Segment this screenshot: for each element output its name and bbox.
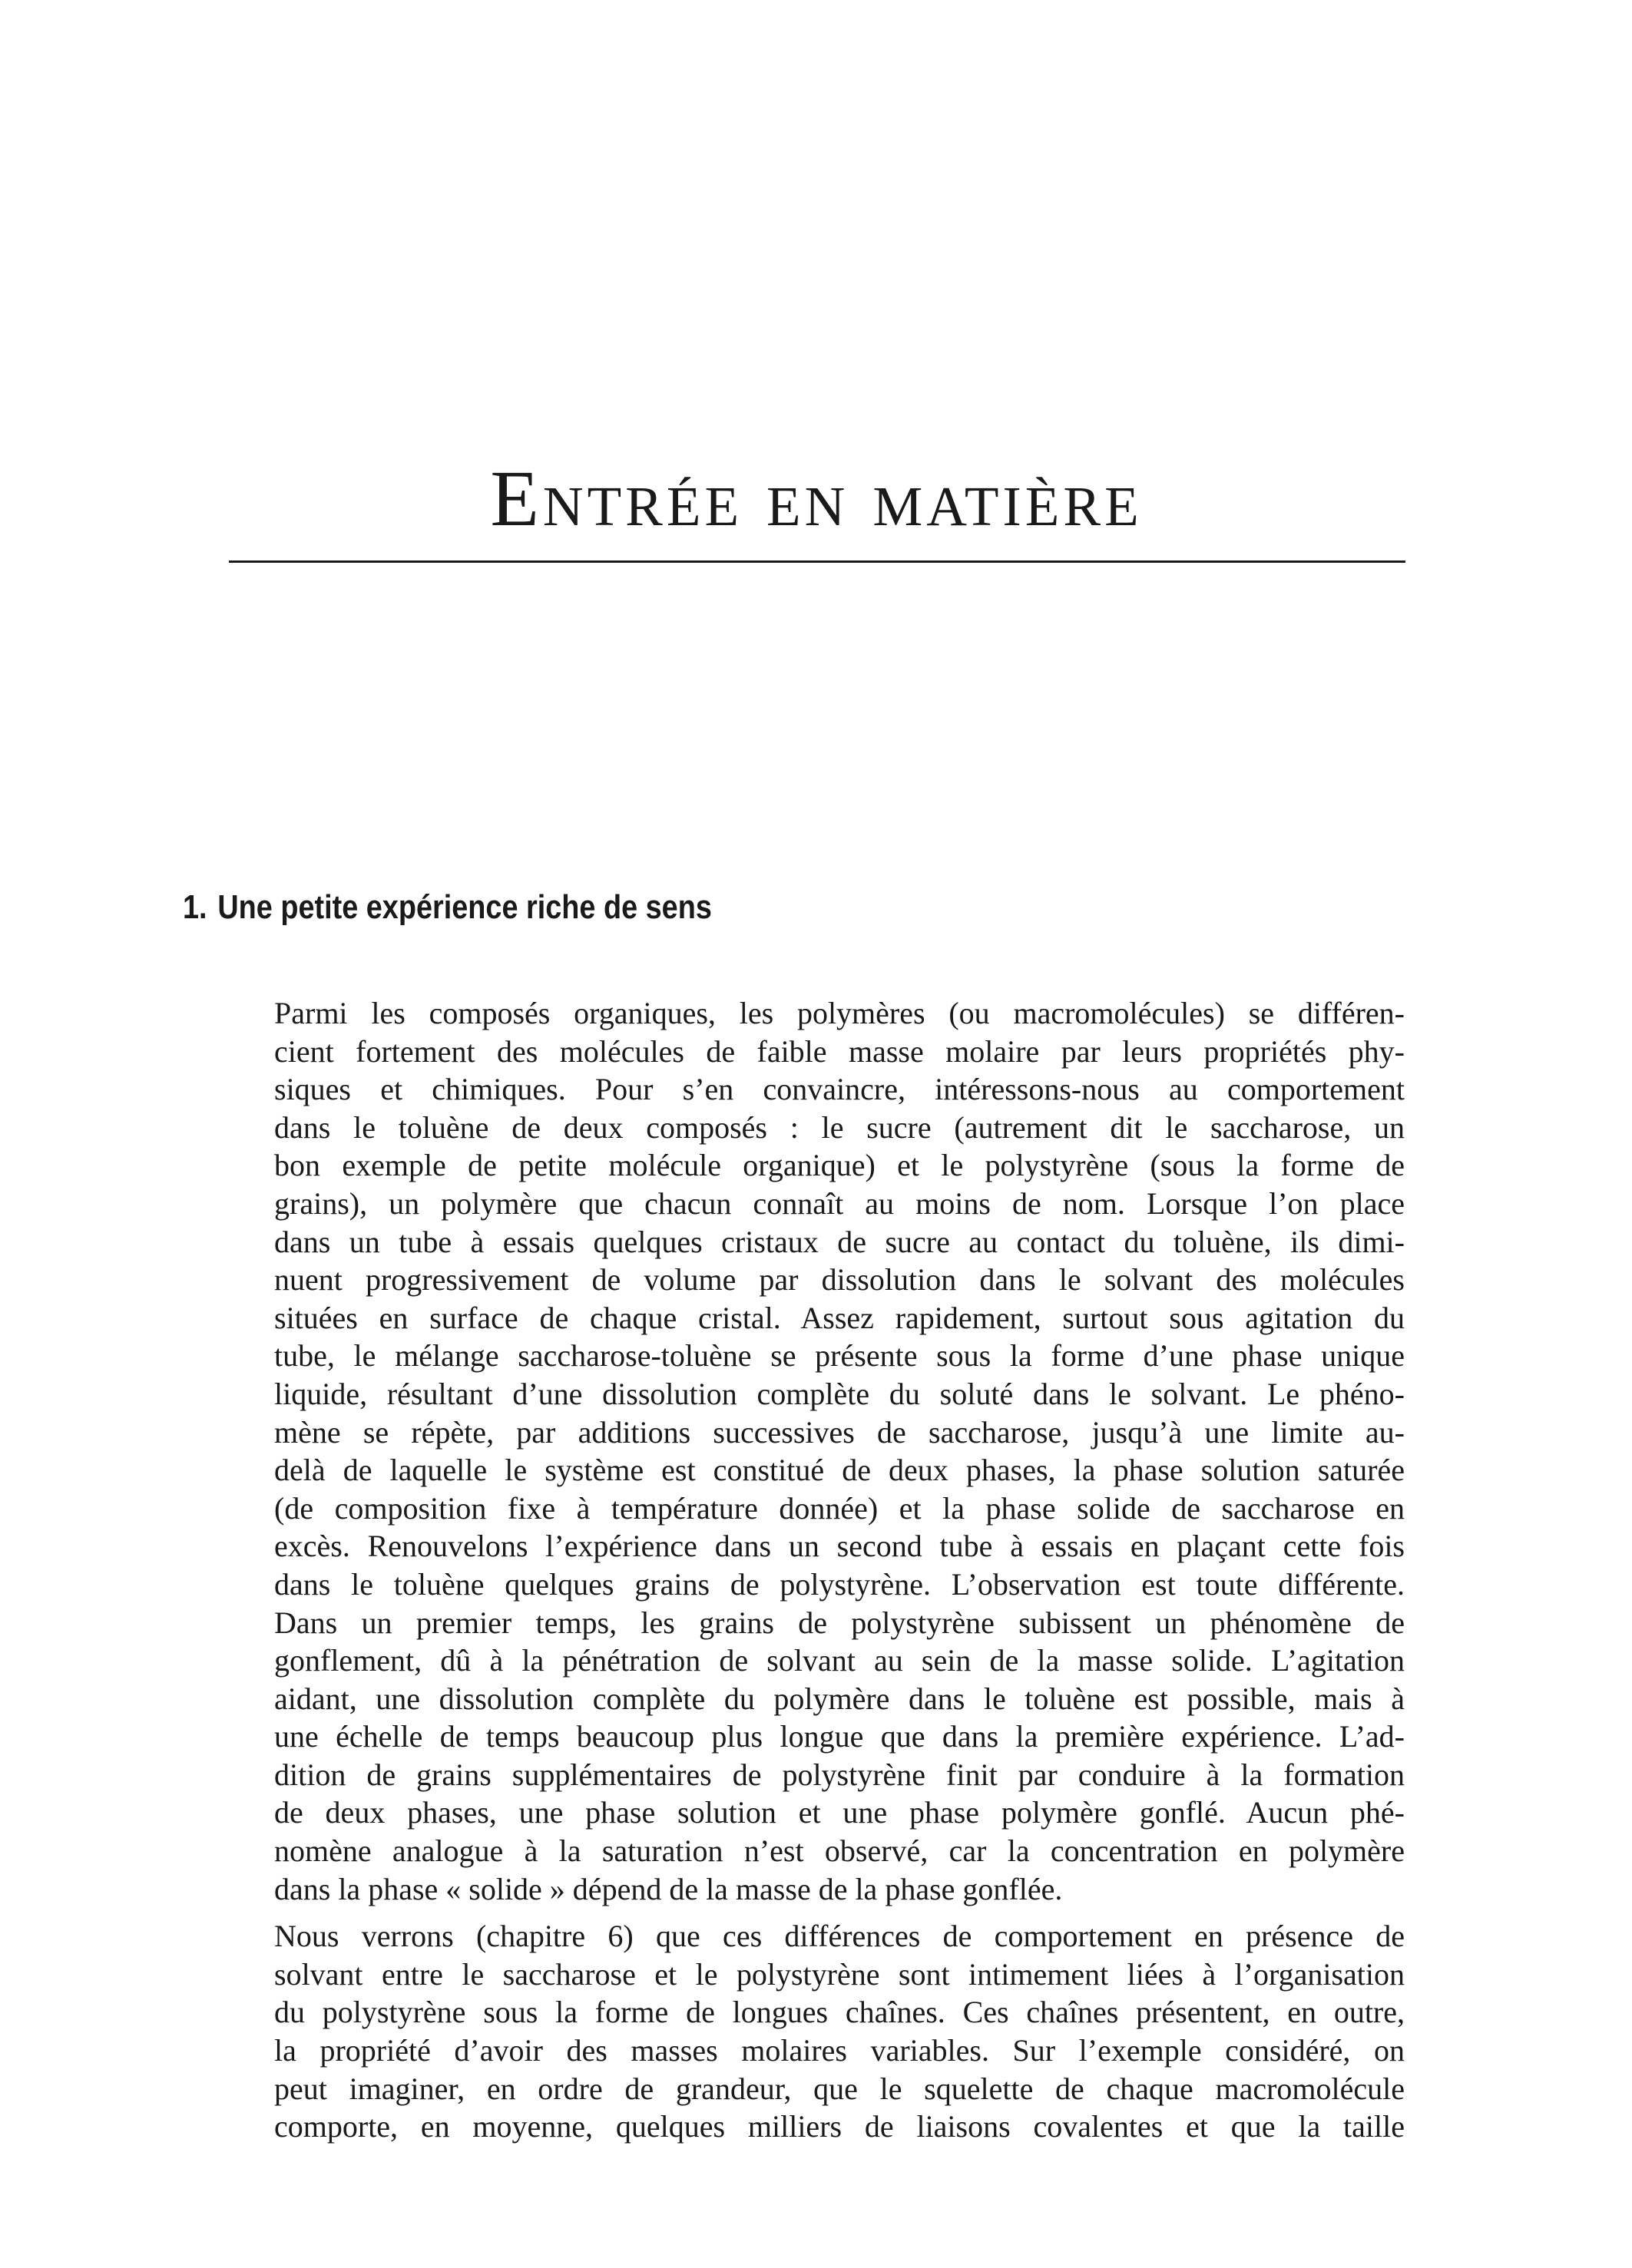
text-line: dition de grains supplémentaires de polystyrène finit par conduire à la formation (274, 1757, 1405, 1792)
paragraph (274, 994, 1405, 1908)
text-line: Dans un premier temps, les grains de polystyrène subissent un phénomène de (274, 1605, 1405, 1640)
text-line: dans un tube à essais quelques cristaux de sucre au contact du toluène, ils dimi- (274, 1224, 1405, 1259)
paragraph (274, 1917, 1405, 2146)
body-text (274, 994, 1405, 2146)
text-line: la propriété d’avoir des masses molaires variables. Sur l’exemple considéré, on (274, 2033, 1405, 2068)
text-line: situées en surface de chaque cristal. Assez rapidement, surtout sous agitation du (274, 1300, 1405, 1335)
text-line: du polystyrène sous la forme de longues chaînes. Ces chaînes présentent, en outre, (274, 1995, 1405, 2030)
text-line: gonflement, dû à la pénétration de solvant au sein de la masse solide. L’agitation (274, 1643, 1405, 1678)
text-line: siques et chimiques. Pour s’en convaincre, intéressons-nous au comportement (274, 1072, 1405, 1107)
text-line: Nous verrons (chapitre 6) que ces différences de comportement en présence de (274, 1919, 1405, 1954)
text-line: Parmi les composés organiques, les polymères (ou macromolécules) se différen- (274, 996, 1405, 1030)
text-line: solvant entre le saccharose et le polystyrène sont intimement liées à l’organisation (274, 1956, 1405, 1992)
text-line: nomène analogue à la saturation n’est observé, car la concentration en polymère (274, 1833, 1405, 1869)
text-line: dans le toluène quelques grains de polystyrène. L’observation est toute différente. (274, 1566, 1405, 1602)
text-line: une échelle de temps beaucoup plus longue que dans la première expérience. L’ad- (274, 1719, 1405, 1754)
text-line: delà de laquelle le système est constitué de deux phases, la phase solution saturée (274, 1453, 1405, 1488)
text-line: grains), un polymère que chacun connaît au moins de nom. Lorsque l’on place (274, 1185, 1405, 1221)
text-line: bon exemple de petite molécule organique) et le polystyrène (sous la forme de (274, 1148, 1405, 1183)
text-line: de deux phases, une phase solution et une phase polymère gonflé. Aucun phé- (274, 1795, 1405, 1830)
text-line: nuent progressivement de volume par dissolution dans le solvant des molécules (274, 1262, 1405, 1298)
text-line: tube, le mélange saccharose-toluène se présente sous la forme d’une phase unique (274, 1338, 1405, 1374)
text-line: aidant, une dissolution complète du polymère dans le toluène est possible, mais à (274, 1681, 1405, 1716)
chapter-title: Entrée en matière (490, 455, 1143, 543)
title-rule (229, 560, 1405, 563)
text-line: dans la phase « solide » dépend de la masse de la phase gonflée. (274, 1871, 1063, 1906)
text-line: (de composition fixe à température donnée) et la phase solide de saccharose en (274, 1490, 1405, 1526)
text-line: dans le toluène de deux composés : le sucre (autrement dit le saccharose, un (274, 1109, 1405, 1145)
text-line: cient fortement des molécules de faible masse molaire par leurs propriétés phy- (274, 1033, 1405, 1069)
section-heading (183, 889, 712, 926)
section-number: 1. (183, 888, 207, 926)
text-line: excès. Renouvelons l’expérience dans un second tube à essais en plaçant cette fois (274, 1529, 1405, 1564)
text-line: mène se répète, par additions successives de saccharose, jusqu’à une limite au- (274, 1414, 1405, 1450)
text-line: liquide, résultant d’une dissolution complète du soluté dans le solvant. Le phéno- (274, 1376, 1405, 1411)
text-line: peut imaginer, en ordre de grandeur, que le squelette de chaque macromolécule (274, 2071, 1405, 2106)
text-line: comporte, en moyenne, quelques milliers de liaisons covalentes et que la taille (274, 2109, 1405, 2144)
section-title: Une petite expérience riche de sens (217, 888, 712, 926)
